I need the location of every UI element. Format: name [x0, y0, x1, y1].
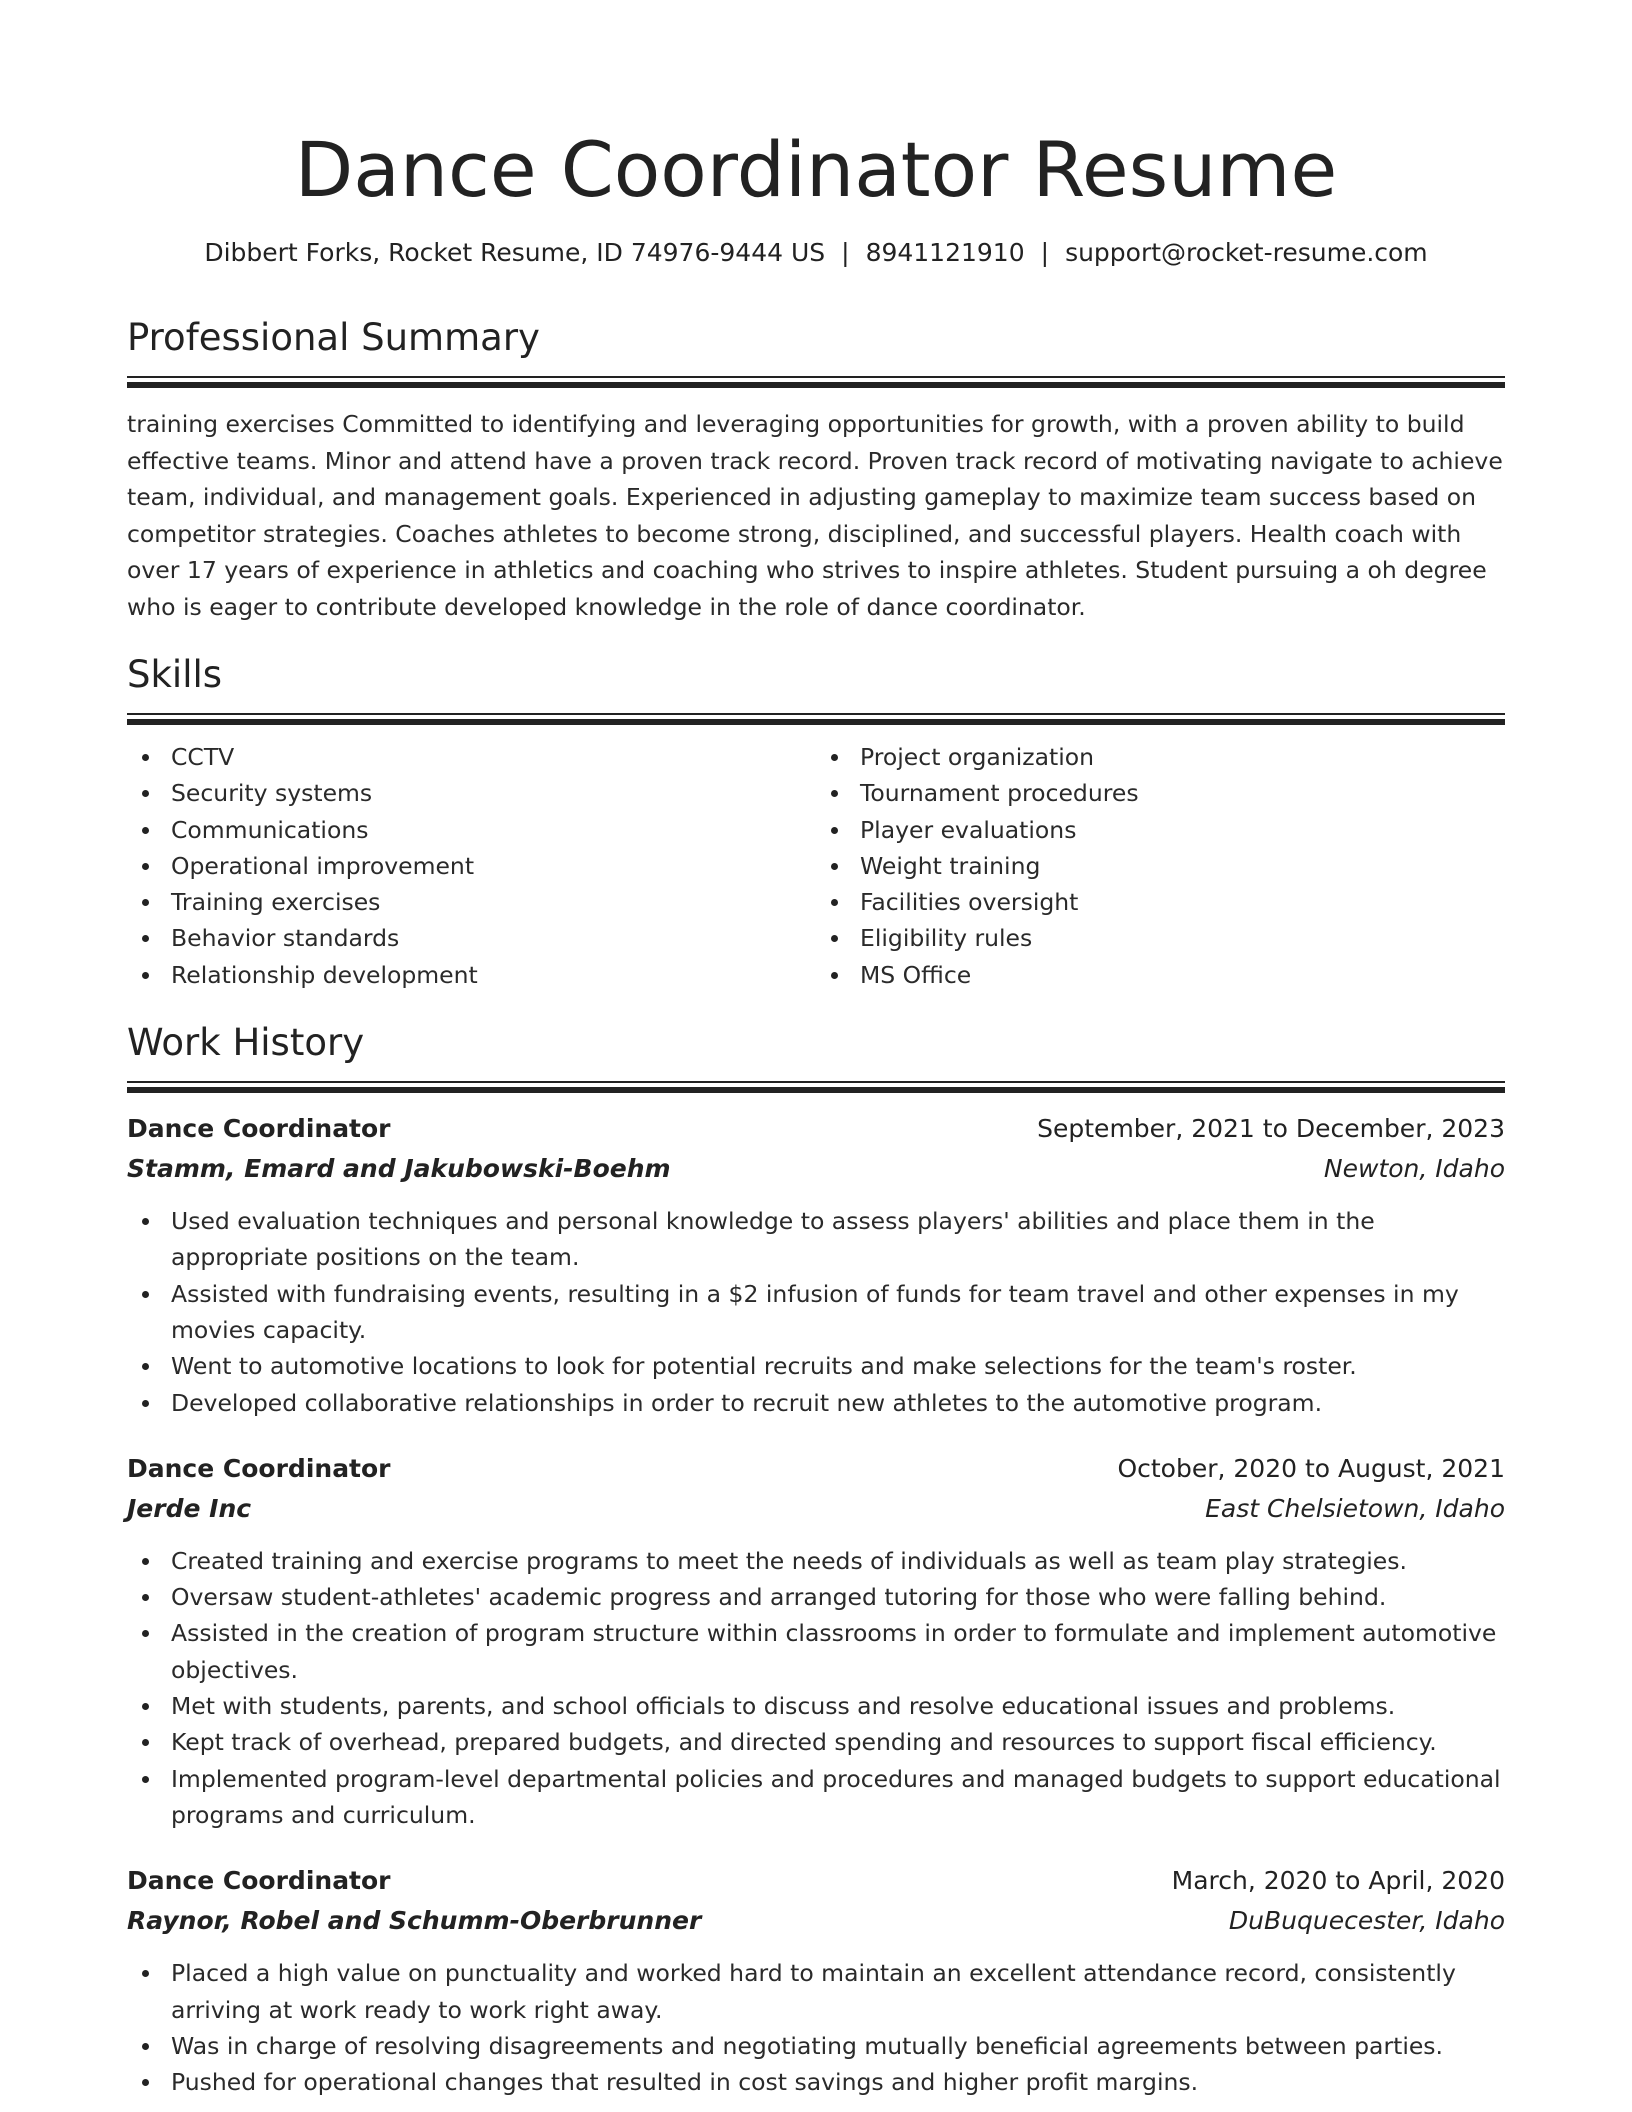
- skill-item: Project organization: [816, 739, 1505, 775]
- section-divider: [127, 713, 1505, 725]
- job-subheader: [127, 1901, 1505, 1941]
- job-bullet: Assisted with fundraising events, resulting in a $2 infusion of funds for team travel and other expenses in my movies capacity.: [127, 1276, 1505, 1349]
- skill-item: Training exercises: [127, 884, 816, 920]
- skills-columns: [127, 739, 1505, 993]
- job-entry: [127, 1449, 1505, 1833]
- job-header: [127, 1109, 1505, 1149]
- job-subheader: [127, 1149, 1505, 1189]
- skill-item: Weight training: [816, 848, 1505, 884]
- skills-list-right: [816, 739, 1505, 993]
- skill-item: MS Office: [816, 957, 1505, 993]
- job-bullet-list: [127, 1955, 1505, 2100]
- section-divider: [127, 376, 1505, 388]
- job-bullet: Implemented program-level departmental policies and procedures and managed budgets to support educational programs and curriculum.: [127, 1761, 1505, 1834]
- job-bullet: Oversaw student-athletes' academic progress and arranged tutoring for those who were falling behind.: [127, 1579, 1505, 1615]
- job-entry: [127, 1109, 1505, 1421]
- job-title: Dance Coordinator: [127, 1453, 391, 1483]
- skills-section: [127, 651, 1505, 993]
- skill-item: Tournament procedures: [816, 775, 1505, 811]
- skill-item: Player evaluations: [816, 812, 1505, 848]
- job-bullet: Assisted in the creation of program structure within classrooms in order to formulate and implement automotive objectives.: [127, 1615, 1505, 1688]
- job-dates: October, 2020 to August, 2021: [1117, 1453, 1505, 1483]
- work-history-section: [127, 1019, 1505, 2100]
- job-company: Raynor, Robel and Schumm-Oberbrunner: [127, 1906, 702, 1936]
- job-bullet: Met with students, parents, and school officials to discuss and resolve educational issues and problems.: [127, 1688, 1505, 1724]
- job-bullet-list: [127, 1203, 1505, 1421]
- section-divider: [127, 1081, 1505, 1093]
- resume-title: Dance Coordinator Resume: [294, 125, 1338, 214]
- job-dates: September, 2021 to December, 2023: [1037, 1114, 1505, 1144]
- contact-email[interactable]: support@rocket-resume.com: [1065, 238, 1428, 267]
- job-header: [127, 1861, 1505, 1901]
- job-bullet: Pushed for operational changes that resulted in cost savings and higher profit margins.: [127, 2064, 1505, 2100]
- section-heading-work-history: Work History: [127, 1021, 365, 1065]
- job-bullet: Placed a high value on punctuality and worked hard to maintain an excellent attendance record, consistently arriving at work ready to work right away.: [127, 1955, 1505, 2028]
- skill-item: Operational improvement: [127, 848, 816, 884]
- section-heading-skills: Skills: [127, 653, 223, 696]
- contact-address: Dibbert Forks, Rocket Resume, ID 74976-9444 US: [204, 238, 826, 267]
- summary-text: training exercises Committed to identifying and leveraging opportunities for growth, with a proven ability to build effective teams. Minor and attend have a proven track record. Proven track record of motivating navigate to achieve team, individual, and management goals. Experienced in adjusting gameplay to maximize team success based on competitor strategies. Coaches athletes to become strong, disciplined, and successful players. Health coach with over 17 years of experience in athletics and coaching who strives to inspire athletes. Student pursuing a oh degree who is eager to contribute developed knowledge in the role of dance coordinator.: [127, 410, 1503, 621]
- job-dates: March, 2020 to April, 2020: [1171, 1866, 1505, 1896]
- job-title: Dance Coordinator: [127, 1114, 391, 1144]
- section-heading-summary: Professional Summary: [127, 316, 540, 359]
- job-company: Stamm, Emard and Jakubowski-Boehm: [127, 1154, 671, 1184]
- job-location: East Chelsietown, Idaho: [1205, 1493, 1505, 1523]
- skill-item: Eligibility rules: [816, 920, 1505, 956]
- job-bullet: Developed collaborative relationships in order to recruit new athletes to the automotive program.: [127, 1385, 1505, 1421]
- job-company: Jerde Inc: [127, 1493, 252, 1523]
- skill-item: Communications: [127, 812, 816, 848]
- contact-separator: |: [841, 238, 850, 267]
- job-bullet: Kept track of overhead, prepared budgets, and directed spending and resources to support fiscal efficiency.: [127, 1724, 1505, 1760]
- job-bullet: Used evaluation techniques and personal knowledge to assess players' abilities and place them in the appropriate positions on the team.: [127, 1203, 1505, 1276]
- summary-section: [127, 314, 1505, 625]
- contact-line: [127, 236, 1505, 270]
- contact-phone: 8941121910: [865, 238, 1025, 267]
- skill-item: Relationship development: [127, 957, 816, 993]
- job-entry: [127, 1861, 1505, 2100]
- job-bullet: Was in charge of resolving disagreements and negotiating mutually beneficial agreements between parties.: [127, 2028, 1505, 2064]
- job-bullet: Went to automotive locations to look for potential recruits and make selections for the team's roster.: [127, 1348, 1505, 1384]
- job-title: Dance Coordinator: [127, 1866, 391, 1896]
- skill-item: Facilities oversight: [816, 884, 1505, 920]
- job-subheader: [127, 1489, 1505, 1529]
- contact-separator: |: [1040, 238, 1050, 267]
- job-bullet-list: [127, 1543, 1505, 1833]
- job-location: DuBuquecester, Idaho: [1228, 1906, 1505, 1936]
- job-header: [127, 1449, 1505, 1489]
- skill-item: Security systems: [127, 775, 816, 811]
- job-bullet: Created training and exercise programs to meet the needs of individuals as well as team play strategies.: [127, 1543, 1505, 1579]
- skills-list-left: [127, 739, 816, 993]
- job-location: Newton, Idaho: [1323, 1154, 1505, 1184]
- skill-item: Behavior standards: [127, 920, 816, 956]
- skill-item: CCTV: [127, 739, 816, 775]
